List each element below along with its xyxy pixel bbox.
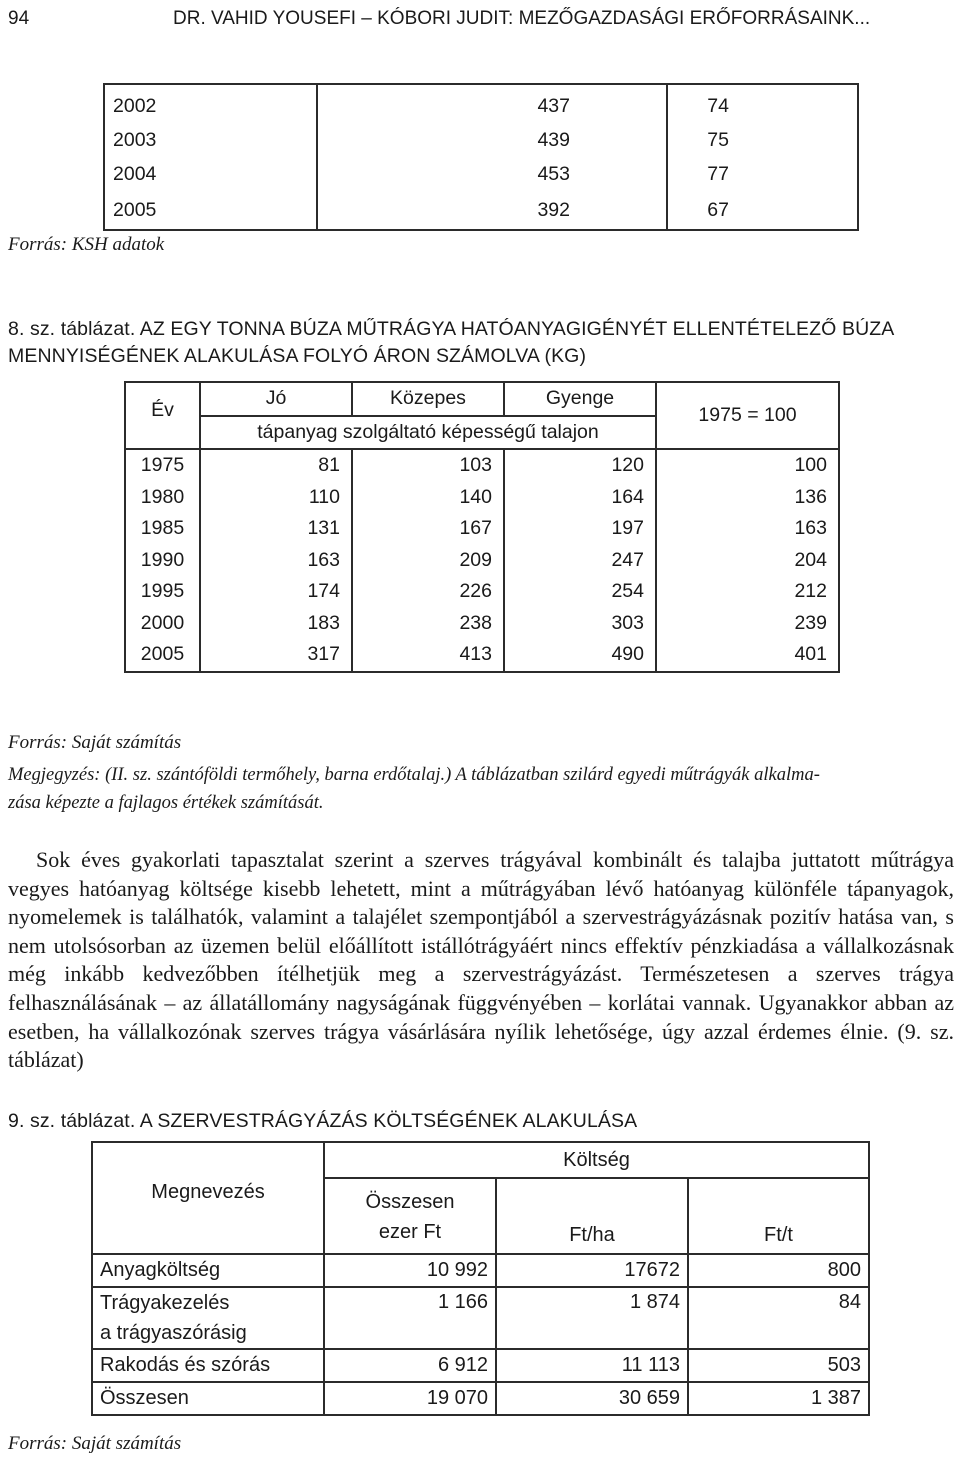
table-cell: 1 166 xyxy=(324,1287,496,1349)
table-cell: 2005 xyxy=(125,639,200,672)
table-row xyxy=(125,449,839,482)
table-8 xyxy=(124,381,840,673)
table-row xyxy=(92,1287,869,1349)
table-cell: 75 xyxy=(667,123,858,157)
row-label: Rakodás és szórás xyxy=(92,1349,324,1382)
col-header-medium: Közepes xyxy=(352,382,504,416)
col-header-cost: Költség xyxy=(324,1142,869,1178)
table-cell: 74 xyxy=(667,84,858,123)
table-cell: 100 xyxy=(656,449,839,482)
table-cell: 2005 xyxy=(104,191,317,230)
table-7-source: Forrás: KSH adatok xyxy=(8,234,165,255)
table-cell: 247 xyxy=(504,545,656,577)
table-cell: 10 992 xyxy=(324,1254,496,1287)
table-cell: 800 xyxy=(688,1254,869,1287)
table-cell: 490 xyxy=(504,639,656,672)
table-cell: 437 xyxy=(317,84,667,123)
col-header-year: Év xyxy=(125,382,200,449)
table-cell: 2003 xyxy=(104,123,317,157)
table-cell: 164 xyxy=(504,482,656,514)
table-row xyxy=(104,157,858,191)
table-cell: 103 xyxy=(352,449,504,482)
table-8-note xyxy=(8,761,953,817)
table-cell: 503 xyxy=(688,1349,869,1382)
table-cell: 1990 xyxy=(125,545,200,577)
table-cell: 2002 xyxy=(104,84,317,123)
table-cell: 453 xyxy=(317,157,667,191)
table-cell: 11 113 xyxy=(496,1349,688,1382)
table-cell: 81 xyxy=(200,449,352,482)
table-cell: 6 912 xyxy=(324,1349,496,1382)
table-cell: 131 xyxy=(200,513,352,545)
table-row xyxy=(92,1254,869,1287)
table-row xyxy=(125,576,839,608)
table-cell: 1975 xyxy=(125,449,200,482)
col-header-index: 1975 = 100 xyxy=(656,382,839,449)
table-cell: 174 xyxy=(200,576,352,608)
table-cell: 167 xyxy=(352,513,504,545)
col-header-total xyxy=(324,1178,496,1254)
table-cell: 120 xyxy=(504,449,656,482)
col-header-per-t: Ft/t xyxy=(688,1178,869,1254)
running-title: DR. VAHID YOUSEFI – KÓBORI JUDIT: MEZŐGAZDASÁGI ERŐFORRÁSAINK... xyxy=(173,8,871,29)
table-header-row xyxy=(92,1142,869,1178)
row-label: Anyagköltség xyxy=(92,1254,324,1287)
table-9 xyxy=(91,1141,870,1416)
table-cell: 1 387 xyxy=(688,1382,869,1415)
table-row xyxy=(92,1382,869,1415)
table-cell: 110 xyxy=(200,482,352,514)
table-cell: 1 874 xyxy=(496,1287,688,1349)
table-cell: 239 xyxy=(656,608,839,640)
table-cell: 19 070 xyxy=(324,1382,496,1415)
table-cell: 30 659 xyxy=(496,1382,688,1415)
table-cell: 401 xyxy=(656,639,839,672)
table-cell: 17672 xyxy=(496,1254,688,1287)
table-row xyxy=(104,84,858,123)
page-number: 94 xyxy=(8,8,30,29)
table-cell: 317 xyxy=(200,639,352,672)
caption-line: MENNYISÉGÉNEK ALAKULÁSA FOLYÓ ÁRON SZÁMOLVA (KG) xyxy=(8,345,587,367)
table-cell: 1980 xyxy=(125,482,200,514)
table-cell: 140 xyxy=(352,482,504,514)
note-line: zása képezte a fajlagos értékek számítását. xyxy=(8,793,324,813)
table-cell: 212 xyxy=(656,576,839,608)
table-cell: 136 xyxy=(656,482,839,514)
table-cell: 197 xyxy=(504,513,656,545)
table-cell: 303 xyxy=(504,608,656,640)
label-line: a trágyaszórásig xyxy=(100,1322,247,1344)
table-cell: 204 xyxy=(656,545,839,577)
label-line: Trágyakezelés xyxy=(100,1292,230,1314)
caption-line: 8. sz. táblázat. AZ EGY TONNA BÚZA MŰTRÁGYA HATÓANYAGIGÉNYÉT ELLENTÉTELEZŐ BÚZA xyxy=(8,318,895,340)
col-header-soil: tápanyag szolgáltató képességű talajon xyxy=(200,416,656,450)
table-cell: 392 xyxy=(317,191,667,230)
table-row xyxy=(125,482,839,514)
table-cell: 1985 xyxy=(125,513,200,545)
table-8-caption xyxy=(8,316,894,370)
table-row xyxy=(125,608,839,640)
body-paragraph: Sok éves gyakorlati tapasztalat szerint a szerves trágyával kombinált és talajba juttatott műtrágya vegyes hatóanyag költsége kisebb lehetett, mint a műtrágyában lévő hatóanyag különféle tápanyagok, nyomelemek is találhatók, valamint a talajélet szempontjából a szervestrágyázásnak pozitív hatása van, s nem utolsósorban az üzemen belül előállított istállótrágyáért nincs effektív pénzkiadása a vállalkozásnak még inkább kedvezőbben ítélhetjük meg a szervestrágyázást. Természetesen a szerves trágya felhasználásának – az állatállomány nagyságának függvényében – korlátai vannak. Ugyanakkor abban az esetben, ha vállalkozónak szerves trágya vásárlására nyílik lehetősége, úgy azzal érdemes élnie. (9. sz. táblázat) xyxy=(8,847,954,1073)
table-cell: 439 xyxy=(317,123,667,157)
table-cell: 413 xyxy=(352,639,504,672)
header-line: ezer Ft xyxy=(378,1221,442,1243)
page-header xyxy=(8,4,958,32)
table-row xyxy=(104,191,858,230)
table-row xyxy=(125,513,839,545)
table-header-row xyxy=(125,382,839,416)
table-cell: 183 xyxy=(200,608,352,640)
table-row xyxy=(92,1349,869,1382)
col-header-per-ha: Ft/ha xyxy=(496,1178,688,1254)
table-9-source: Forrás: Saját számítás xyxy=(8,1433,182,1454)
header-line: Összesen xyxy=(365,1191,455,1213)
table-cell: 1995 xyxy=(125,576,200,608)
table-cell: 67 xyxy=(667,191,858,230)
table-cell: 209 xyxy=(352,545,504,577)
table-cell: 77 xyxy=(667,157,858,191)
row-label xyxy=(92,1287,324,1349)
table-cell: 2004 xyxy=(104,157,317,191)
table-cell: 238 xyxy=(352,608,504,640)
table-cell: 163 xyxy=(200,545,352,577)
table-cell: 2000 xyxy=(125,608,200,640)
table-9-caption: 9. sz. táblázat. A SZERVESTRÁGYÁZÁS KÖLTSÉGÉNEK ALAKULÁSA xyxy=(8,1110,638,1132)
table-cell: 163 xyxy=(656,513,839,545)
col-header-name: Megnevezés xyxy=(92,1142,324,1254)
table-cell: 226 xyxy=(352,576,504,608)
table-row xyxy=(125,545,839,577)
table-7-continuation xyxy=(103,83,859,231)
col-header-weak: Gyenge xyxy=(504,382,656,416)
table-cell: 254 xyxy=(504,576,656,608)
table-row xyxy=(125,639,839,672)
table-cell: 84 xyxy=(688,1287,869,1349)
table-8-source: Forrás: Saját számítás xyxy=(8,732,182,753)
note-line: Megjegyzés: (II. sz. szántóföldi termőhely, barna erdőtalaj.) A táblázatban szilárd egyedi műtrágyák alkalma- xyxy=(8,765,820,785)
col-header-good: Jó xyxy=(200,382,352,416)
table-row xyxy=(104,123,858,157)
row-label: Összesen xyxy=(92,1382,324,1415)
